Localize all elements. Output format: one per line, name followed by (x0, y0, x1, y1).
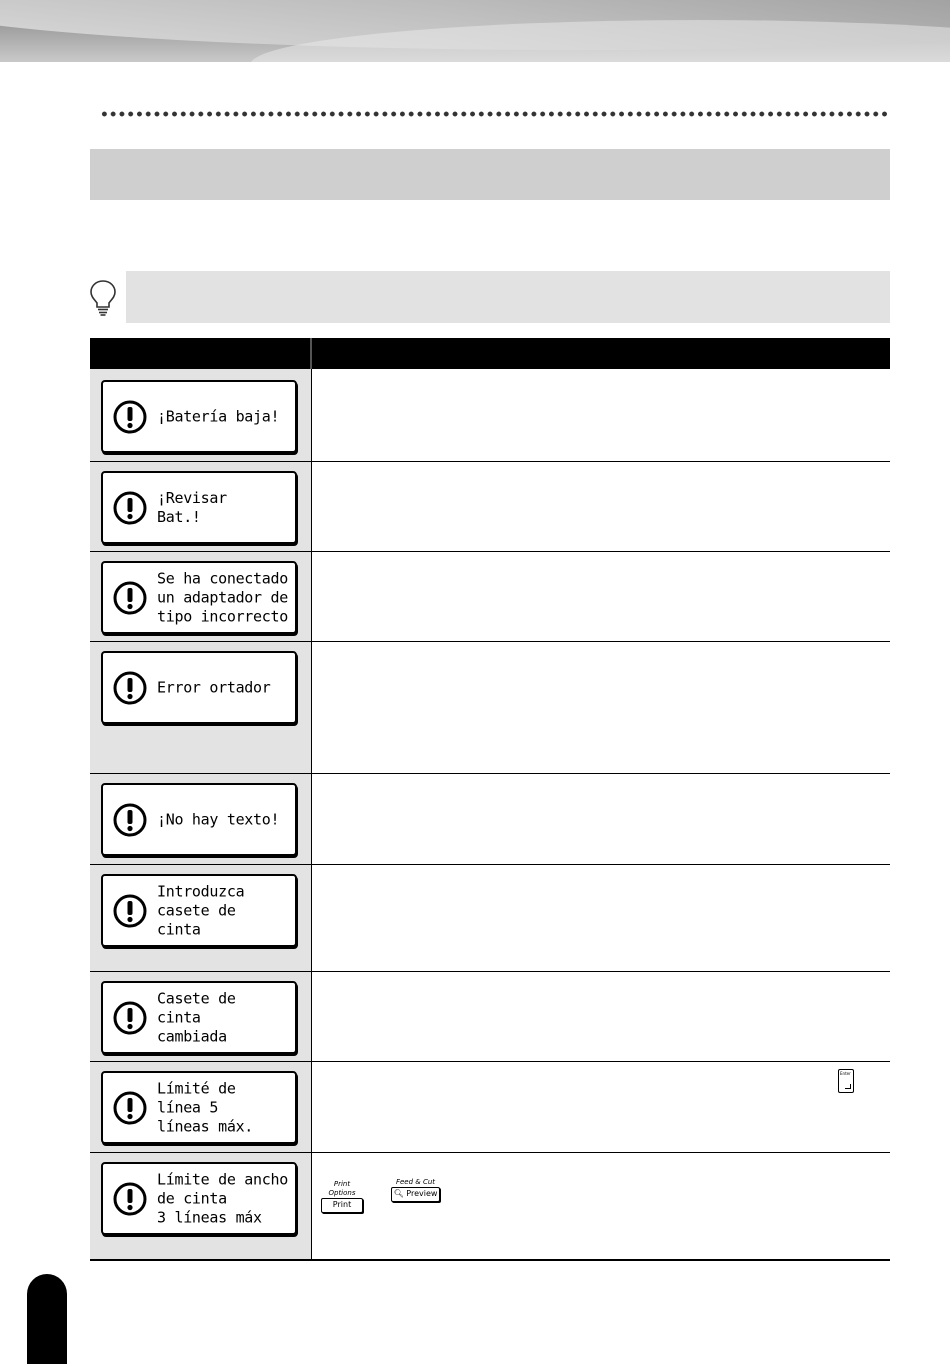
row-divider (90, 971, 890, 972)
page-number-tab (27, 1274, 67, 1364)
lcd-message-text: Casete de cinta cambiada (157, 989, 236, 1045)
exclamation-icon (113, 894, 147, 928)
print-key-label: Print (321, 1198, 363, 1213)
exclamation-icon (113, 581, 147, 615)
row-divider (90, 773, 890, 774)
lcd-message-text: Se ha conectado un adaptador de tipo incorrecto (157, 569, 288, 625)
lcd-message-box (101, 783, 297, 856)
preview-key-label: Preview (406, 1189, 438, 1198)
lcd-message-box (101, 471, 297, 544)
row-divider (90, 1152, 890, 1153)
column-divider (311, 369, 312, 1260)
preview-key-button: 🔍︎ Preview (391, 1187, 440, 1202)
lcd-message-box (101, 651, 297, 724)
table-header (90, 338, 890, 369)
lcd-message-text: ¡Revisar Bat.! (157, 488, 227, 526)
row-divider (90, 1061, 890, 1062)
row-divider (90, 551, 890, 552)
lcd-message-box (101, 1071, 297, 1144)
preview-key-icon (391, 1178, 440, 1202)
print-key-caption: Print Options (328, 1180, 356, 1197)
exclamation-icon (113, 491, 147, 525)
print-key-icon (321, 1180, 363, 1213)
exclamation-icon (113, 1091, 147, 1125)
dotted-separator (100, 111, 890, 117)
lcd-message-box (101, 561, 297, 634)
row-divider (90, 641, 890, 642)
exclamation-icon (113, 803, 147, 837)
exclamation-icon (113, 671, 147, 705)
lcd-message-box (101, 1162, 297, 1235)
exclamation-icon (113, 400, 147, 434)
lcd-message-box (101, 981, 297, 1054)
lcd-message-text: ¡No hay texto! (157, 810, 280, 828)
lcd-message-text: Error ortador (157, 678, 271, 696)
exclamation-icon (113, 1182, 147, 1216)
row-divider (90, 864, 890, 865)
table-bottom-border (90, 1259, 890, 1261)
row-divider (90, 461, 890, 462)
exclamation-icon (113, 1001, 147, 1035)
tip-note-bar (126, 271, 890, 323)
preview-key-caption: Feed & Cut (395, 1178, 436, 1186)
enter-key-label: Enter (840, 1071, 851, 1076)
table-header-separator (310, 338, 312, 369)
page-header-band (0, 0, 950, 62)
lcd-message-text: ¡Batería baja! (157, 407, 280, 425)
lcd-message-text: Límité de línea 5 líneas máx. (157, 1079, 254, 1135)
lcd-message-text: Límite de ancho de cinta 3 líneas máx (157, 1170, 288, 1226)
lightbulb-icon (88, 279, 118, 317)
lcd-message-box (101, 380, 297, 453)
enter-key-icon (838, 1069, 854, 1093)
lcd-message-box (101, 874, 297, 947)
lcd-message-text: Introduzca casete de cinta (157, 882, 245, 938)
section-title-bar (90, 149, 890, 200)
